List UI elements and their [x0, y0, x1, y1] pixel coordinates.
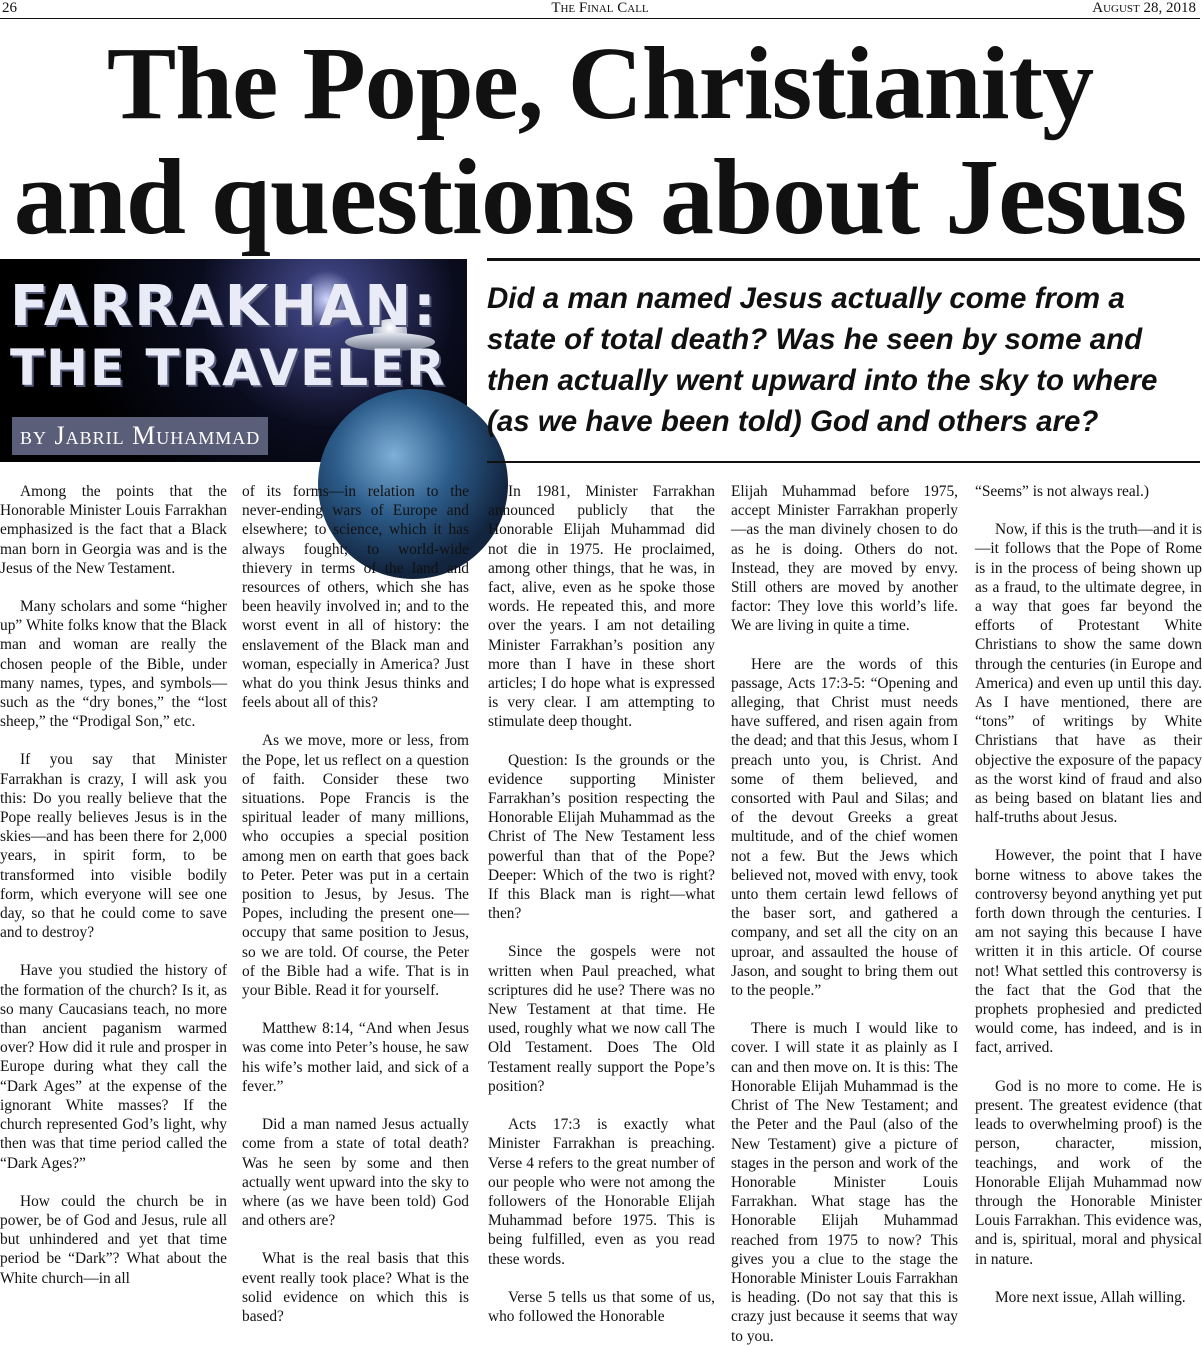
article-paragraph: Many scholars and some “higher up” White folks know that the Black man and woman are really the chosen people of the Bible, under many names, types, and symbols—such as the “dry bones,” the “lost sheep,” the “Prodigal Son,” etc.	[0, 598, 227, 731]
article-column-4	[731, 482, 958, 1345]
page-folio	[0, 0, 1200, 19]
article-column-1	[0, 482, 227, 1298]
article-paragraph: As we move, more or less, from the Pope, let us reflect on a question of faith. Consider these two situations. Pope Francis is the spiritual leader of many millions, who occupies a special position among men on earth that goes back to Peter. Peter was put in a certain position to Jesus, by Jesus. The Popes, including the present one—occupy that same position to Jesus, so we are told. Of course, the Peter of the Bible had a wife. That is in your Bible. Read it for yourself.	[242, 732, 469, 1000]
article-paragraph: However, the point that I have borne witness to above takes the controversy beyond anything yet put forth down through the centuries. I am not saying this because I have written it in this article. Of course not! What settled this controversy is the fact that the God that the prophets prophesied and predicted would come, has indeed, and is in fact, arrived.	[975, 847, 1202, 1057]
article-column-2	[242, 482, 469, 1325]
article-paragraph: Here are the words of this passage, Acts 17:3-5: “Opening and alleging, that Christ must needs have suffered, and risen again from the dead; and that this Jesus, whom I preach unto you, is Christ. And some of them believed, and consorted with Paul and Silas; and of the devout Greeks a great multitude, and of the chief women not a few. But the Jews which believed not, moved with envy, took unto them certain lewd fellows of the baser sort, and gathered a company, and set all the city on an uproar, and assaulted the house of Jason, and sought to bring them out to the people.”	[731, 655, 958, 1000]
article-paragraph: There is much I would like to cover. I will state it as plainly as I can and then move on. It is this: The Honorable Elijah Muhammad is the Christ of The New Testament; and the Peter and the Paul (also of the New Testament) give a picture of stages in the person and work of the Honorable Minister Louis Farrakhan. What stage has the Honorable Elijah Muhammad reached from 1975 to now? This gives you a clue to the stage the Honorable Minister Louis Farrakhan is heading. (Do not say that this is crazy just because it seems that way to you.	[731, 1020, 958, 1345]
article-paragraph: Elijah Muhammad before 1975, accept Minister Farrakhan properly—as the man divinely chosen to do as he is doing. Others do not. Instead, they are moved by envy. Still others are moved by another factor: They love this world’s life. We are living in quite a time.	[731, 483, 958, 635]
article-paragraph: Question: Is the grounds or the evidence supporting Minister Farrakhan’s position respecting the Honorable Elijah Muhammad as the Christ of The New Testament less powerful than that of the Pope? Deeper: Which of the two is right? If this Black man is right—what then?	[488, 751, 715, 923]
article-paragraph: What is the real basis that this event really took place? What is the solid evidence on which this is based?	[242, 1250, 469, 1325]
article-paragraph: “Seems” is not always real.)	[975, 483, 1149, 500]
article-paragraph: Now, if this is the truth—and it is—it follows that the Pope of Rome is in the process of being shown up as a fraud, to the ultimate degree, in a way that goes far beyond the efforts of Protestant White Christians to show the same down through the centuries (in Europe and America) and even up until this day. As I have mentioned, there are “tons” of writings by White Christians that have as their objective the exposure of the papacy as the worst kind of fraud and also as being based on blatant lies and half-truths about Jesus.	[975, 521, 1202, 827]
deck-bottom-rule	[487, 461, 1200, 463]
page-number: 26	[2, 0, 17, 16]
article-paragraph: Verse 5 tells us that some of us, who followed the Honorable	[488, 1288, 715, 1325]
headline-line-1: The Pope, Christianity	[106, 26, 1094, 141]
article-paragraph: If you say that Minister Farrakhan is crazy, I will ask you this: Do you really believe that the Pope really believes Jesus is in the skies—and has been there for 2,000 years, in spirit form, to be transformed into visible bodily form, which everyone will see one day, so that he could come to save and to destroy?	[0, 751, 227, 942]
article-column-3	[488, 482, 715, 1325]
article-paragraph: How could the church be in power, be of God and Jesus, rule all but unhindered and yet that time period be “Dark”? What about the White church—in all	[0, 1192, 227, 1287]
article-paragraph: Have you studied the history of the formation of the church? Is it, as so many Caucasians teach, no more than ancient paganism warmed over? How did it rule and prosper in Europe during what they call the “Dark Ages” at the expense of the ignorant White masses? If the church represented God’s light, why then was that time period called the “Dark Ages?”	[0, 962, 227, 1172]
publication-name: The Final Call	[551, 0, 649, 16]
article-paragraph: More next issue, Allah willing.	[995, 1288, 1186, 1306]
article-paragraph: Acts 17:3 is exactly what Minister Farrakhan is preaching. Verse 4 refers to the great number of our people who were not among the followers of the Honorable Elijah Muhammad before 1975. This is being fulfilled, even as you read these words.	[488, 1116, 715, 1268]
deck-top-rule	[487, 258, 1200, 261]
logo-title-line-2: THE TRAVELER	[10, 339, 447, 397]
article-column-5	[975, 482, 1202, 1306]
logo-title-line-1: FARRAKHAN:	[10, 274, 438, 339]
article-paragraph: In 1981, Minister Farrakhan announced publicly that the Honorable Elijah Muhammad did not die in 1975. He proclaimed, among other things, that he was, in fact, alive, even as he spoke those words. He repeated this, and more over the years. I am not detailing Minister Farrakhan’s position any more than I have in these short articles; I do hope what is expressed is very clear. I am attempting to stimulate deep thought.	[488, 483, 715, 731]
article-paragraph: God is no more to come. He is present. The greatest evidence (that leads to overwhelming proof) is the person, character, mission, teachings, and work of the Honorable Elijah Muhammad now through the Honorable Minister Louis Farrakhan. This evidence was, and is, spiritual, moral and physical in nature.	[975, 1077, 1202, 1268]
article-paragraph: Did a man named Jesus actually come from a state of total death? Was he seen by some and then actually went upward into the sky to where (as we have been told) God and others are?	[242, 1116, 469, 1230]
article-paragraph: Among the points that the Honorable Minister Louis Farrakhan emphasized is the fact that a Black man born in Georgia was and is the Jesus of the New Testament.	[0, 483, 227, 577]
column-logo	[0, 259, 467, 462]
issue-date: August 28, 2018	[1092, 0, 1196, 16]
headline-line-2: and questions about Jesus	[13, 138, 1187, 257]
article-paragraph: of its forms—in relation to the never-ending wars of Europe and elsewhere; to science, which it has always fought; to world-wide thievery in terms of the land and resources of others, which she has been heavily involved in; and to the worst event in all of history: the enslavement of the Black man and woman, especially in America? Just what do you think Jesus thinks and feels about all of this?	[242, 483, 469, 712]
article-paragraph: Since the gospels were not written when Paul preached, what scriptures did he use? There was no New Testament at that time. He used, roughly what we now call The Old Testament. Does The Old Testament really support the Pope’s position?	[488, 943, 715, 1095]
deck-pull-quote: Did a man named Jesus actually come from a state of total death? Was he seen by some and then actually went upward into the sky to where (as we have been told) God and others are?	[487, 282, 1158, 438]
byline: by Jabril Muhammad	[12, 417, 268, 455]
article-paragraph: Matthew 8:14, “And when Jesus was come into Peter’s house, he saw his wife’s mother laid, and sick of a fever.”	[242, 1020, 469, 1095]
